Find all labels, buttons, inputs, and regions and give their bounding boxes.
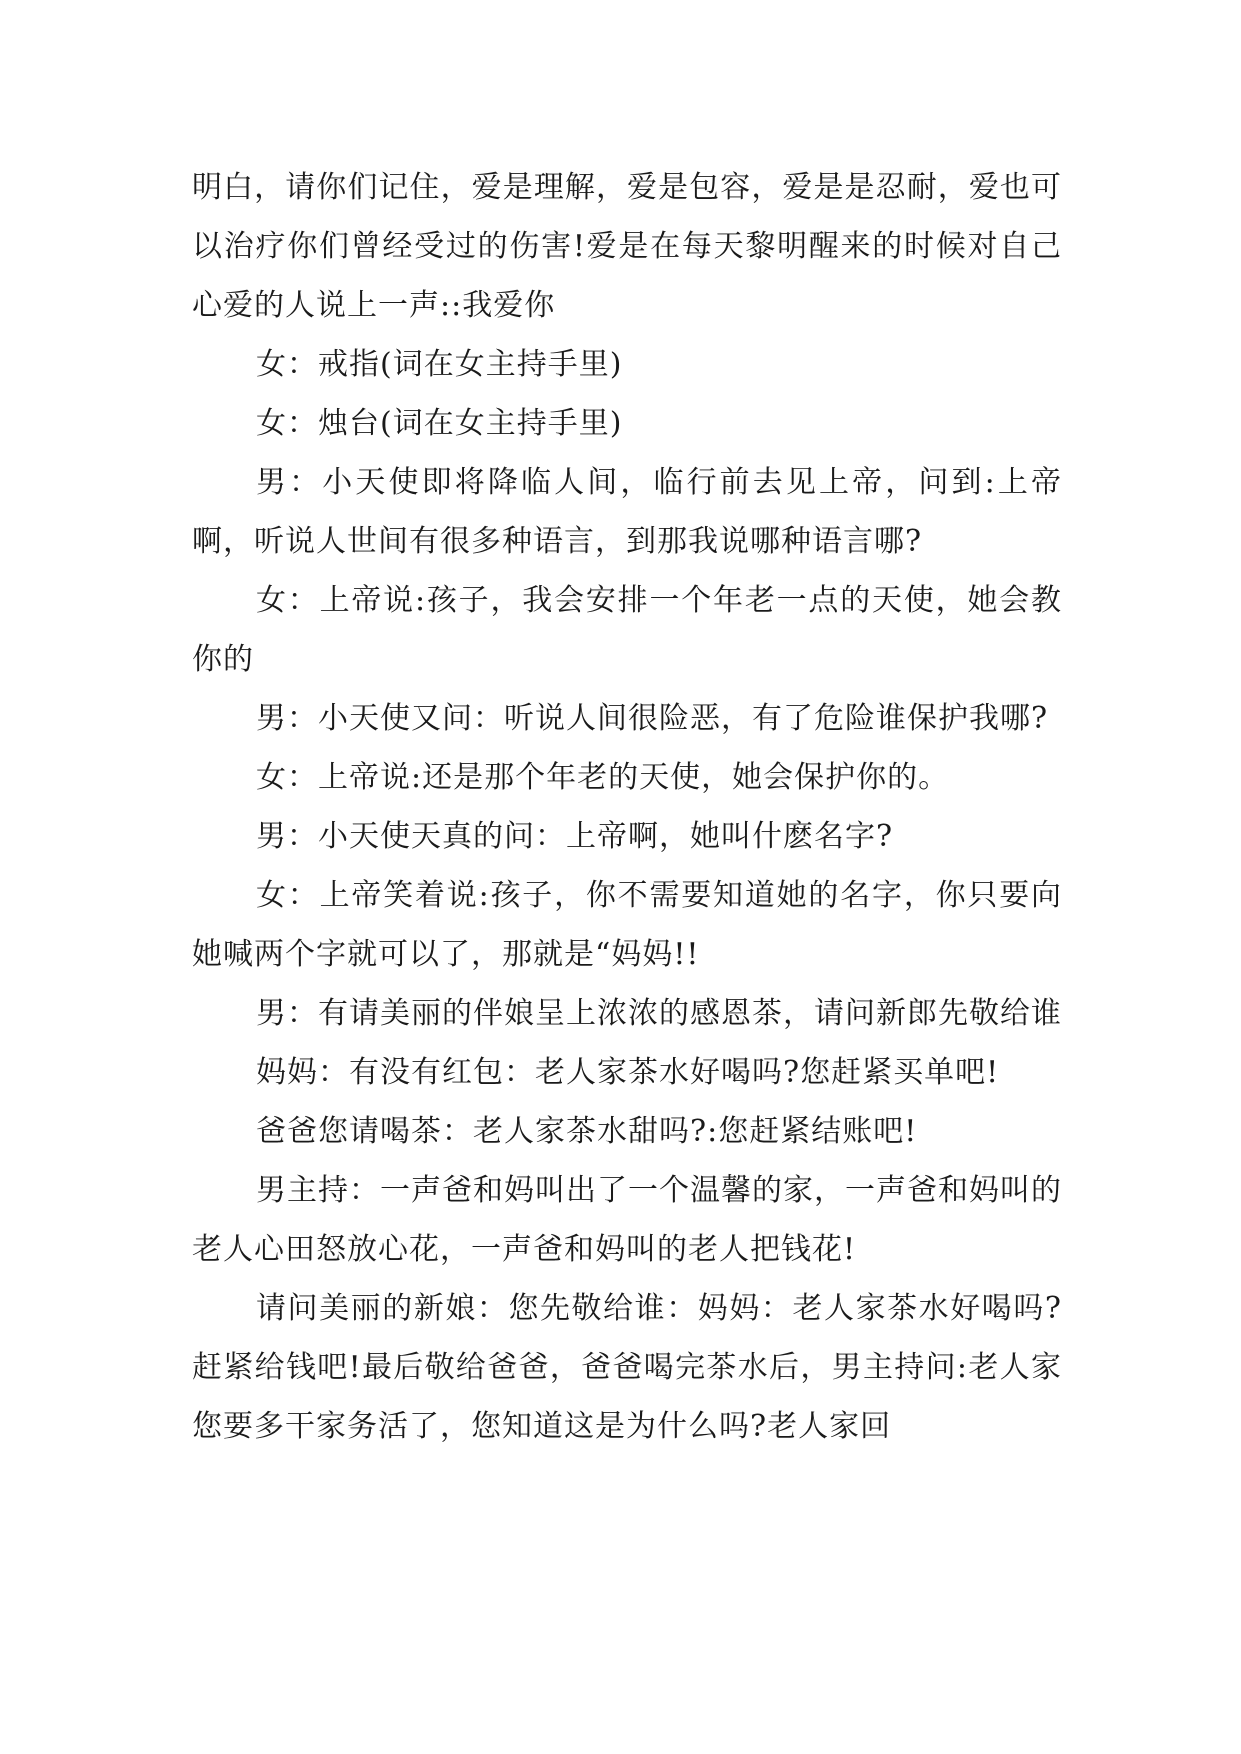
paragraph-7: 女：上帝说:还是那个年老的天使，她会保护你的。 (256, 760, 950, 795)
paragraph-13: 男主持：一声爸和妈叫出了一个温馨的家，一声爸和妈叫的老人心田怒放心花，一声爸和妈叫的老人把钱花! (192, 1173, 1062, 1267)
document-body (192, 158, 1062, 1456)
paragraph-1: 明白，请你们记住，爱是理解，爱是包容，爱是是忍耐，爱也可以治疗你们曾经受过的伤害!爱是在每天黎明醒来的时候对自己心爱的人说上一声::我爱你 (192, 170, 1062, 323)
paragraph-4: 男：小天使即将降临人间，临行前去见上帝，问到:上帝啊，听说人世间有很多种语言，到那我说哪种语言哪? (192, 465, 1062, 559)
paragraph-10: 男：有请美丽的伴娘呈上浓浓的感恩茶，请问新郎先敬给谁 (256, 996, 1062, 1031)
paragraph-6: 男：小天使又问：听说人间很险恶，有了危险谁保护我哪? (256, 701, 1049, 736)
paragraph-2: 女：戒指(词在女主持手里) (256, 347, 623, 382)
paragraph-8: 男：小天使天真的问：上帝啊，她叫什麽名字? (256, 819, 894, 854)
paragraph-11: 妈妈：有没有红包：老人家茶水好喝吗?您赶紧买单吧! (256, 1055, 1000, 1090)
paragraph-14: 请问美丽的新娘：您先敬给谁：妈妈：老人家茶水好喝吗?赶紧给钱吧!最后敬给爸爸，爸爸喝完茶水后，男主持问:老人家您要多干家务活了，您知道这是为什么吗?老人家回 (192, 1291, 1062, 1444)
paragraph-5: 女：上帝说:孩子，我会安排一个年老一点的天使，她会教你的 (192, 583, 1062, 677)
paragraph-12: 爸爸您请喝茶：老人家茶水甜吗?:您赶紧结账吧! (256, 1114, 918, 1149)
paragraph-3: 女：烛台(词在女主持手里) (256, 406, 623, 441)
paragraph-9: 女：上帝笑着说:孩子，你不需要知道她的名字，你只要向她喊两个字就可以了，那就是“妈妈!! (192, 878, 1062, 972)
